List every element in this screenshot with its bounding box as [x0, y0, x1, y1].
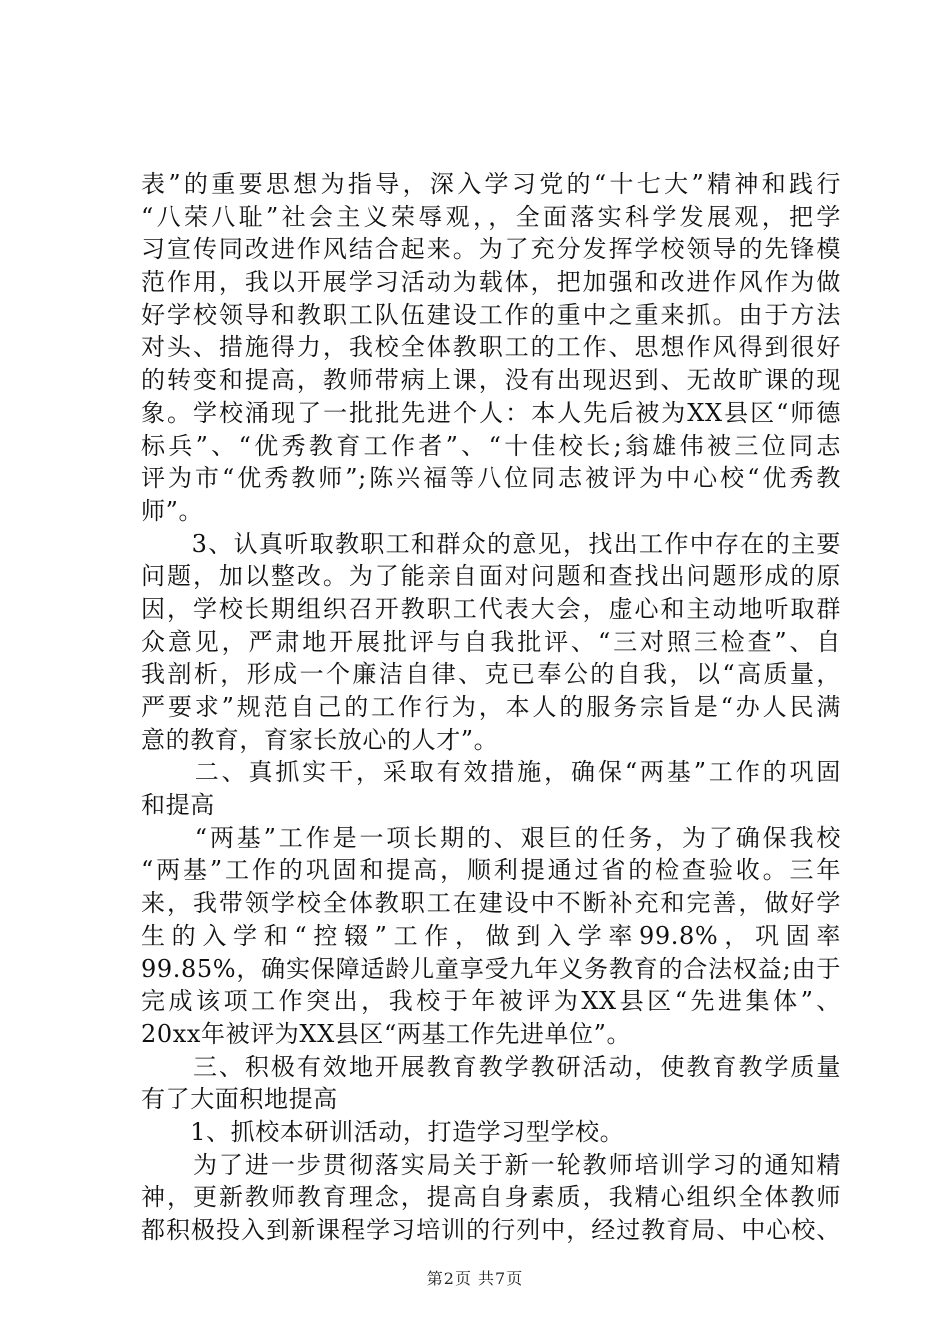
body-text [141, 168, 841, 1247]
text-line: 20xx年被评为XX县区“两基工作先进单位”。 [141, 1019, 632, 1048]
text-line: 评为市“优秀教师”;陈兴福等八位同志被评为中心校“优秀教 [141, 464, 841, 493]
text-line: 好学校领导和教职工队伍建设工作的重中之重来抓。由于方法 [141, 300, 841, 329]
text-line: 99.85%，确实保障适龄儿童享受九年义务教育的合法权益;由于 [141, 954, 841, 983]
text-line: 生的入学和“控辍”工作，做到入学率99.8%，巩固率 [141, 921, 841, 950]
section-heading-line: 有了大面积地提高 [141, 1085, 338, 1114]
text-line: 习宣传同改进作风结合起来。为了充分发挥学校领导的先锋模 [141, 235, 841, 264]
text-line: 的转变和提高，教师带病上课，没有出现迟到、无故旷课的现 [141, 366, 841, 395]
text-line: 因，学校长期组织召开教职工代表大会，虚心和主动地听取群 [141, 594, 841, 623]
text-line: 标兵”、“优秀教育工作者”、“十佳校长;翁雄伟被三位同志 [141, 431, 841, 460]
text-line: 来，我带领学校全体教职工在建设中不断补充和完善，做好学 [141, 889, 841, 918]
section-heading-line: 二、真抓实干，采取有效措施，确保“两基”工作的巩固 [141, 758, 841, 787]
text-line: 都积极投入到新课程学习培训的行列中，经过教育局、中心校、 [141, 1216, 841, 1244]
subsection-heading-line: 1、抓校本研训活动，打造学习型学校。 [141, 1117, 625, 1146]
text-line: “两基”工作的巩固和提高，顺利提通过省的检查验收。三年 [141, 856, 841, 885]
section-heading-line: 三、积极有效地开展教育教学教研活动，使教育教学质量 [141, 1052, 841, 1081]
text-line: “八荣八耻”社会主义荣辱观，，全面落实科学发展观，把学 [141, 202, 841, 231]
text-line: 3、认真听取教职工和群众的意见，找出工作中存在的主要 [141, 529, 841, 558]
text-line: 完成该项工作突出，我校于年被评为XX县区“先进集体”、 [141, 987, 841, 1016]
text-line: 神，更新教师教育理念，提高自身素质，我精心组织全体教师 [141, 1183, 841, 1212]
text-line: 表”的重要思想为指导，深入学习党的“十七大”精神和践行 [141, 170, 841, 198]
text-line: 象。学校涌现了一批批先进个人：本人先后被为XX县区“师德 [141, 398, 841, 427]
text-line: 对头、措施得力，我校全体教职工的工作、思想作风得到很好 [141, 333, 841, 362]
text-line: 师”。 [141, 496, 204, 525]
text-line: 范作用，我以开展学习活动为载体，把加强和改进作风作为做 [141, 268, 841, 297]
text-line: “两基”工作是一项长期的、艰巨的任务，为了确保我校 [141, 823, 841, 852]
section-heading-line: 和提高 [141, 791, 215, 820]
text-line: 为了进一步贯彻落实局关于新一轮教师培训学习的通知精 [141, 1150, 841, 1179]
text-line: 严要求”规范自己的工作行为，本人的服务宗旨是“办人民满 [141, 693, 841, 721]
text-line: 我剖析，形成一个廉洁自律、克已奉公的自我，以“高质量， [141, 660, 841, 689]
page-number-footer: 第2页 共7页 [426, 1269, 524, 1288]
text-line: 众意见，严肃地开展批评与自我批评、“三对照三检查”、自 [141, 627, 841, 656]
text-line: 意的教育，育家长放心的人才”。 [141, 725, 499, 754]
text-line: 问题，加以整改。为了能亲自面对问题和查找出问题形成的原 [141, 562, 841, 591]
